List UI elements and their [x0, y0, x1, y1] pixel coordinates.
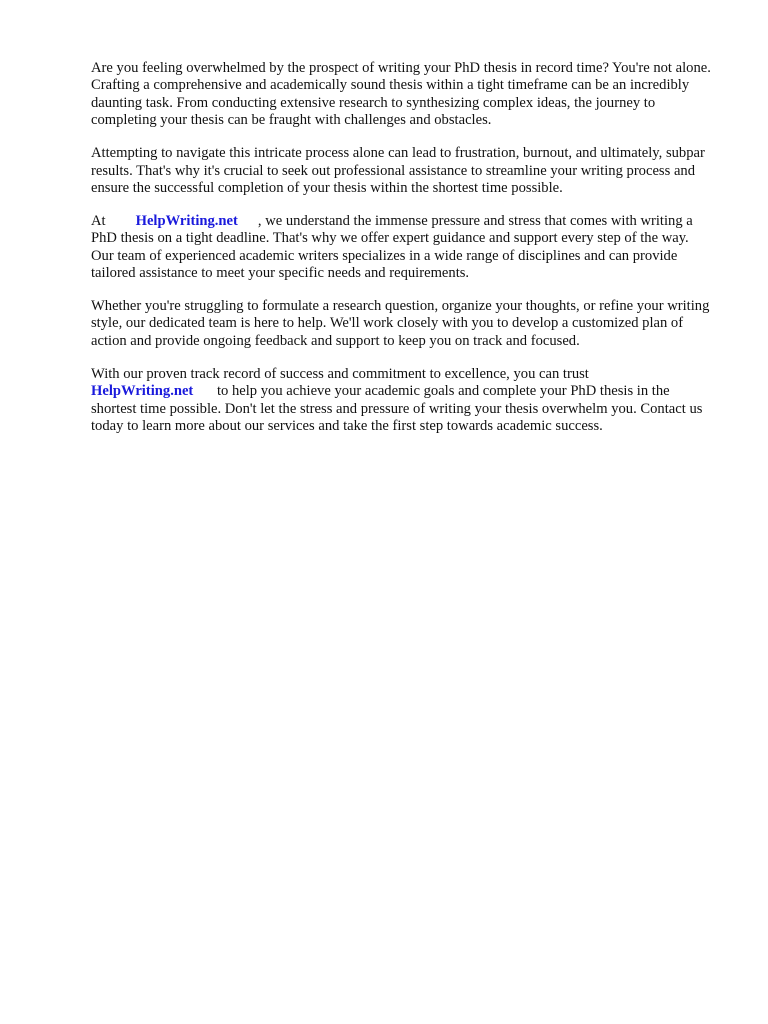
paragraph-closing: [91, 366, 711, 436]
paragraph-at-helpwriting: [91, 213, 711, 283]
helpwriting-link[interactable]: HelpWriting.net: [135, 212, 238, 229]
paragraph-text-before-link: At: [91, 212, 106, 229]
paragraph-text-before-link: With our proven track record of success and commitment to excellence, you can trust: [91, 365, 589, 382]
paragraph-navigate: Attempting to navigate this intricate process alone can lead to frustration, burnout, and ultimately, subpar results. That's why it's crucial to seek out professional assistance to streamline your writing process and ensure the successful completion of your thesis within the shortest time possible.: [91, 145, 705, 196]
paragraph-text-after-link: to help you achieve your academic goals and complete your PhD thesis in the shortest time possible. Don't let the stress and pressure of writing your thesis overwhelm you. Contact us today to learn more about our services and take the first step towards academic success.: [91, 383, 703, 434]
paragraph-whether: Whether you're struggling to formulate a research question, organize your thoughts, or refine your writing style, our dedicated team is here to help. We'll work closely with you to develop a customized plan of action and provide ongoing feedback and support to keep you on track and focused.: [91, 297, 710, 349]
document-page: [91, 60, 711, 451]
paragraph-intro: Are you feeling overwhelmed by the prospect of writing your PhD thesis in record time? You're not alone. Crafting a comprehensive and academically sound thesis within a tight timeframe can be an incredibly daunting task. From conducting extensive research to synthesizing complex ideas, the journey to completing your thesis can be fraught with challenges and obstacles.: [91, 60, 711, 129]
paragraph-text-after-link: , we understand the immense pressure and stress that comes with writing a PhD thesis on a tight deadline. That's why we offer expert guidance and support every step of the way. Our team of experienced academic writers specializes in a wide range of disciplines and can provide tailored assistance to meet your specific needs and requirements.: [91, 212, 693, 282]
helpwriting-link[interactable]: HelpWriting.net: [91, 383, 194, 400]
